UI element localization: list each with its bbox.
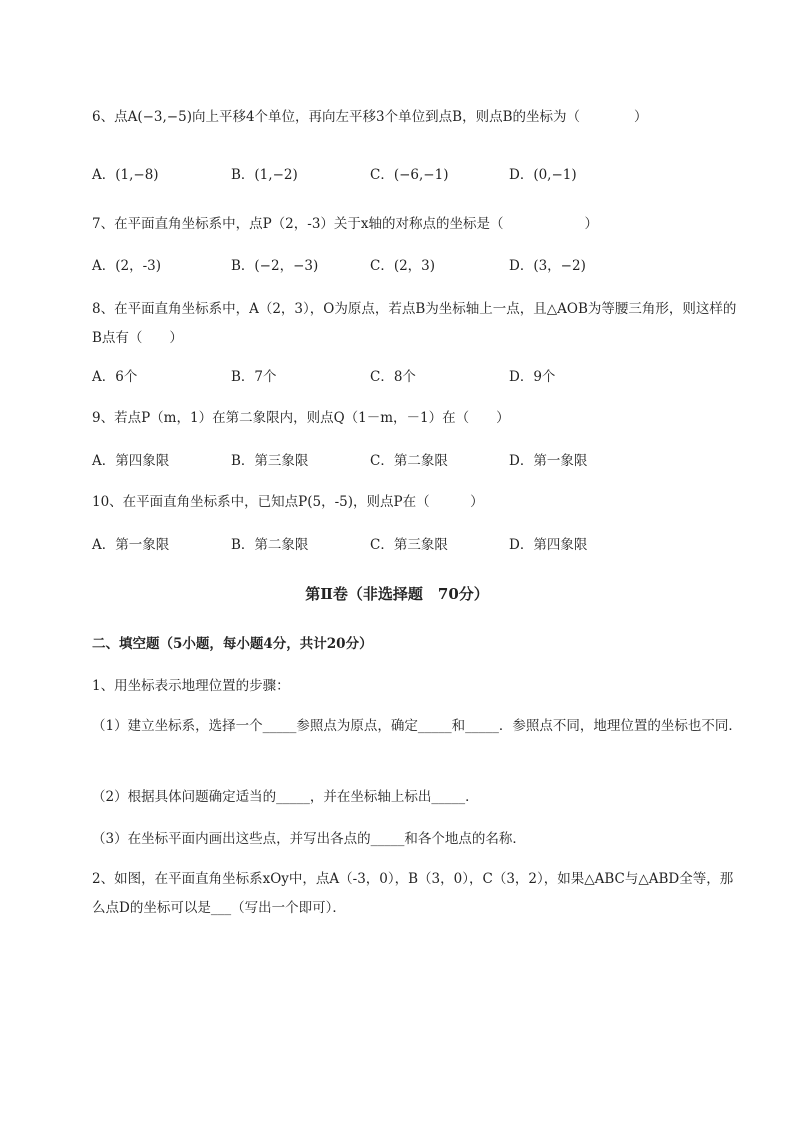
question-7-option-b: B．(−2，−3) [231,258,319,274]
fill-q1-step-3: （3）在坐标平面内画出这些点，并写出各点的_____和各个地点的名称． [92,831,526,847]
fill-q1-step-2: （2）根据具体问题确定适当的_____，并在坐标轴上标出_____． [92,789,479,805]
question-9-option-b: B．第三象限 [231,453,309,469]
question-9-option-c: C．第二象限 [370,453,448,469]
question-10-option-d: D．第四象限 [509,537,588,553]
part-2-title: 第Ⅱ卷（非选择题 70分） [305,585,489,603]
question-8-option-d: D．9个 [509,369,556,385]
question-6-option-d: D．(0,−1) [509,167,577,183]
question-10-stem: 10、在平面直角坐标系中，已知点P(5，-5)，则点P在（ ） [92,494,484,510]
fill-q2: 2、如图，在平面直角坐标系xOy中，点A（-3，0），B（3，0），C（3，2），如果△ABC与△ABD全等，那么点D的坐标可以是___（写出一个即可）． [92,871,734,916]
fill-q1-step-1: （1）建立坐标系，选择一个_____参照点为原点，确定_____和_____．参照点不同，地理位置的坐标也不同． [92,718,742,734]
question-6-stem: 6、点A(−3,−5)向上平移4个单位，再向左平移3个单位到点B，则点B的坐标为（ ） [92,109,648,125]
question-8-option-b: B．7个 [231,369,277,385]
question-6-option-b: B．(1,−2) [231,167,298,183]
question-6-option-c: C．(−6,−1) [370,167,449,183]
question-9-stem: 9、若点P（m，1）在第二象限内，则点Q（1－m，－1）在（ ） [92,410,510,426]
question-6-option-a: A．(1,−8) [92,167,159,183]
question-7-stem: 7、在平面直角坐标系中，点P（2，-3）关于x轴的对称点的坐标是（ ） [92,216,599,232]
question-7-option-a: A．(2，-3) [92,258,162,274]
question-10-option-b: B．第二象限 [231,537,309,553]
section-heading: 二、填空题（5小题，每小题4分，共计20分） [92,636,373,652]
question-8-option-a: A．6个 [92,369,138,385]
question-7-option-d: D．(3，−2) [509,258,586,274]
question-7-option-c: C．(2，3) [370,258,436,274]
question-8-stem: 8、在平面直角坐标系中，A（2，3），O为原点，若点B为坐标轴上一点，且△AOB为等腰三角形，则这样的B点有（ ） [92,301,737,346]
question-9-option-a: A．第四象限 [92,453,170,469]
fill-q1-intro: 1、用坐标表示地理位置的步骤： [92,678,290,694]
question-8-option-c: C．8个 [370,369,416,385]
question-10-option-a: A．第一象限 [92,537,170,553]
question-10-option-c: C．第三象限 [370,537,448,553]
question-9-option-d: D．第一象限 [509,453,588,469]
